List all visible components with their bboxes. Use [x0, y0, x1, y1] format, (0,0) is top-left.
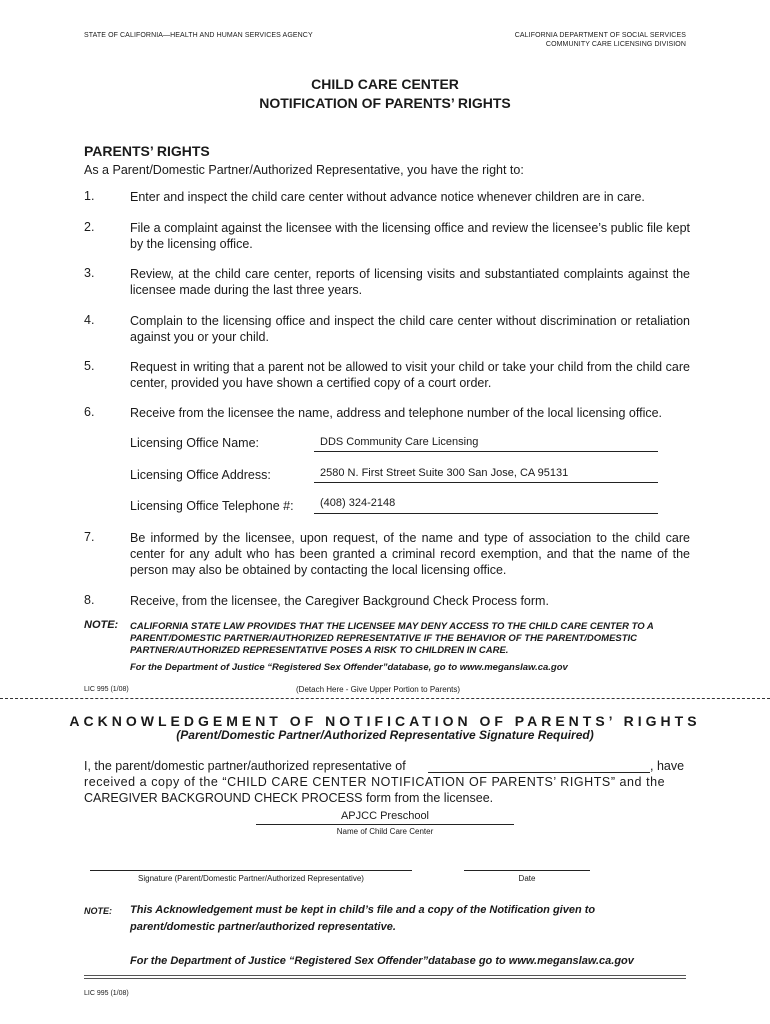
- note-law-line1: CALIFORNIA STATE LAW PROVIDES THAT THE LICENSEE MAY DENY ACCESS TO THE CHILD CARE CENTER TO A: [130, 621, 654, 632]
- ack-statement-3: CAREGIVER BACKGROUND CHECK PROCESS form from the licensee.: [84, 791, 494, 805]
- list-item: File a complaint against the licensee with the licensing office and review the licensee’s public file kept by the licensing office.: [130, 221, 690, 251]
- footer-form-id: LIC 995 (1/08): [84, 990, 129, 997]
- rights-heading: PARENTS’ RIGHTS: [84, 143, 210, 159]
- child-name-field[interactable]: [428, 772, 650, 773]
- list-item: Review, at the child care center, reports of licensing visits and substantiated complaints against the licensee made during the last three years.: [130, 267, 690, 297]
- agency-header-left: STATE OF CALIFORNIA—HEALTH AND HUMAN SERVICES AGENCY: [84, 32, 313, 39]
- child-care-center-name-caption: Name of Child Care Center: [336, 827, 434, 836]
- licensing-office-address-label: Licensing Office Address:: [130, 468, 271, 482]
- licensing-office-phone-label: Licensing Office Telephone #:: [130, 499, 294, 513]
- note-label: NOTE:: [84, 906, 112, 916]
- child-care-center-name-field[interactable]: [256, 824, 514, 825]
- note-keep-line1: This Acknowledgement must be kept in child’s file and a copy of the Notification given to: [130, 904, 596, 916]
- detach-line: [0, 698, 770, 699]
- signature-field[interactable]: [90, 870, 412, 871]
- form-id: LIC 995 (1/08): [84, 686, 129, 693]
- list-item: Request in writing that a parent not be allowed to visit your child or take your child from the child care center, provided you have shown a certified copy of a court order.: [130, 360, 690, 390]
- child-care-center-name-value: APJCC Preschool: [340, 810, 430, 822]
- list-item: Enter and inspect the child care center without advance notice whenever children are in care.: [130, 190, 645, 204]
- list-item-number: 4.: [84, 313, 95, 327]
- licensing-office-phone-value: (408) 324-2148: [320, 497, 396, 509]
- note-law-line3: PARTNER/AUTHORIZED REPRESENTATIVE POSES A RISK TO CHILDREN IN CARE.: [130, 645, 509, 656]
- list-item: Receive from the licensee the name, address and telephone number of the local licensing office.: [130, 406, 663, 420]
- list-item-number: 3.: [84, 266, 95, 280]
- licensing-office-address-value: 2580 N. First Street Suite 300 San Jose, CA 95131: [320, 467, 569, 479]
- date-caption: Date: [518, 874, 536, 883]
- list-item-number: 2.: [84, 220, 95, 234]
- detach-instruction: (Detach Here - Give Upper Portion to Parents): [296, 685, 461, 694]
- licensing-office-name-value: DDS Community Care Licensing: [320, 436, 479, 448]
- list-item-number: 5.: [84, 359, 95, 373]
- note-law-line2: PARENT/DOMESTIC PARTNER/AUTHORIZED REPRESENTATIVE IF THE BEHAVIOR OF THE PARENT/DOMESTIC: [130, 633, 638, 644]
- list-item-number: 7.: [84, 530, 95, 544]
- date-field[interactable]: [464, 870, 590, 871]
- ack-title: ACKNOWLEDGEMENT OF NOTIFICATION OF PARENTS’ RIGHTS: [69, 713, 701, 729]
- list-item-number: 1.: [84, 189, 95, 203]
- ack-statement-2: received a copy of the “CHILD CARE CENTER NOTIFICATION OF PARENTS’ RIGHTS” and the: [84, 775, 666, 789]
- doj-notice: For the Department of Justice “Registered Sex Offender”database, go to www.meganslaw.ca.gov: [130, 662, 568, 673]
- list-item: Be informed by the licensee, upon request, of the name and type of association to the child care center for any adult who has been granted a criminal record exemption, and that the name of the person may also be obtained by contacting the local licensing office.: [130, 531, 690, 577]
- ack-subtitle: (Parent/Domestic Partner/Authorized Representative Signature Required): [176, 728, 594, 742]
- list-item: Receive, from the licensee, the Caregiver Background Check Process form.: [130, 594, 549, 608]
- agency-header-right-2: COMMUNITY CARE LICENSING DIVISION: [545, 41, 686, 48]
- note-label: NOTE:: [84, 619, 119, 631]
- list-item: Complain to the licensing office and inspect the child care center without discrimination or retaliation against you or your child.: [130, 314, 690, 344]
- page-title-line1: CHILD CARE CENTER: [311, 76, 459, 92]
- page-title-line2: NOTIFICATION OF PARENTS’ RIGHTS: [259, 95, 511, 111]
- list-item-number: 8.: [84, 593, 95, 607]
- ack-statement-1a: I, the parent/domestic partner/authorized representative of: [84, 759, 406, 773]
- ack-statement-1b: , have: [650, 759, 685, 773]
- note-keep-line2: parent/domestic partner/authorized representative.: [130, 921, 396, 933]
- footer-divider: [84, 975, 686, 976]
- licensing-office-name-label: Licensing Office Name:: [130, 436, 259, 450]
- rights-intro: As a Parent/Domestic Partner/Authorized Representative, you have the right to:: [84, 163, 524, 177]
- footer-divider: [84, 978, 686, 979]
- list-item-number: 6.: [84, 405, 95, 419]
- signature-caption: Signature (Parent/Domestic Partner/Authorized Representative): [138, 874, 364, 883]
- agency-header-right-1: CALIFORNIA DEPARTMENT OF SOCIAL SERVICES: [514, 32, 686, 39]
- doj-notice: For the Department of Justice “Registered Sex Offender”database go to www.meganslaw.ca.gov: [130, 955, 634, 967]
